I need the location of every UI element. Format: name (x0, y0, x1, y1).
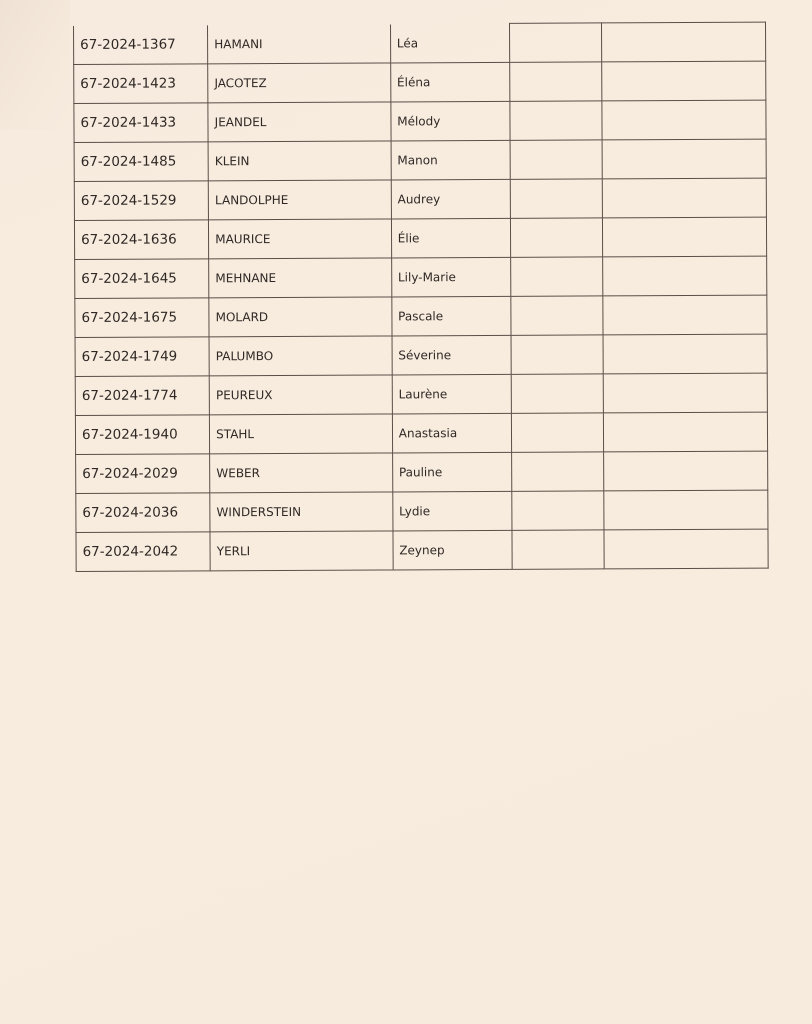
registration-number: 67-2024-1940 (75, 415, 209, 455)
first-name: Manon (391, 140, 510, 180)
blank-cell (603, 412, 768, 452)
registration-number: 67-2024-1423 (74, 64, 208, 104)
registration-number: 67-2024-1645 (75, 259, 209, 299)
first-name: Lily-Marie (391, 257, 510, 297)
last-name: YERLI (210, 531, 393, 571)
registration-number: 67-2024-2029 (76, 454, 210, 494)
blank-cell (511, 452, 603, 491)
registration-number: 67-2024-1485 (74, 142, 208, 182)
first-name: Laurène (392, 374, 511, 414)
blank-cell (602, 256, 767, 296)
table-row (75, 295, 767, 337)
first-name: Lydie (393, 491, 512, 531)
table-row (74, 217, 766, 259)
table-row (76, 490, 768, 532)
registration-number: 67-2024-1749 (75, 337, 209, 377)
blank-cell (512, 491, 604, 530)
registration-number: 67-2024-1433 (74, 103, 208, 143)
registration-number: 67-2024-2036 (76, 493, 210, 533)
blank-cell (511, 374, 603, 413)
first-name: Pascale (392, 296, 511, 336)
paper-fold-shadow (0, 0, 70, 130)
roster-body (74, 22, 769, 571)
last-name: HAMANI (208, 24, 391, 64)
table-row (75, 412, 767, 454)
last-name: WEBER (210, 453, 393, 493)
table-row (76, 529, 768, 571)
first-name: Élie (391, 218, 510, 258)
blank-cell (601, 61, 766, 101)
blank-cell (603, 334, 768, 374)
roster-table (73, 22, 769, 572)
last-name: JACOTEZ (208, 63, 391, 103)
first-name: Éléna (390, 62, 509, 102)
last-name: WINDERSTEIN (210, 492, 393, 532)
blank-cell (602, 217, 767, 257)
first-name: Audrey (391, 179, 510, 219)
last-name: KLEIN (208, 141, 391, 181)
blank-cell (510, 101, 602, 140)
blank-cell (510, 179, 602, 218)
blank-cell (511, 413, 603, 452)
blank-cell (602, 295, 767, 335)
first-name: Zeynep (393, 530, 512, 570)
first-name: Anastasia (392, 413, 511, 453)
last-name: STAHL (210, 414, 393, 454)
blank-cell (509, 23, 601, 62)
last-name: PEUREUX (209, 375, 392, 415)
last-name: MAURICE (209, 219, 392, 259)
table-row (74, 178, 766, 220)
table-row (74, 139, 766, 181)
registration-number: 67-2024-1774 (75, 376, 209, 416)
first-name: Léa (390, 23, 509, 63)
last-name: LANDOLPHE (208, 180, 391, 220)
blank-cell (603, 373, 768, 413)
blank-cell (602, 139, 767, 179)
first-name: Mélody (391, 101, 510, 141)
blank-cell (510, 140, 602, 179)
table-row (74, 22, 766, 64)
registration-number: 67-2024-1367 (74, 25, 208, 65)
blank-cell (602, 178, 767, 218)
blank-cell (603, 451, 768, 491)
table-row (76, 451, 768, 493)
table-row (75, 256, 767, 298)
blank-cell (510, 218, 602, 257)
blank-cell (511, 296, 603, 335)
registration-number: 67-2024-1636 (74, 220, 208, 260)
blank-cell (511, 335, 603, 374)
blank-cell (601, 100, 766, 140)
table-row (74, 61, 766, 103)
registration-number: 67-2024-1675 (75, 298, 209, 338)
table-row (74, 100, 766, 142)
blank-cell (510, 257, 602, 296)
blank-cell (604, 529, 769, 569)
last-name: PALUMBO (209, 336, 392, 376)
blank-cell (509, 62, 601, 101)
registration-number: 67-2024-2042 (76, 532, 210, 572)
table-row (75, 334, 767, 376)
first-name: Séverine (392, 335, 511, 375)
last-name: JEANDEL (208, 102, 391, 142)
blank-cell (512, 530, 604, 569)
table-row (75, 373, 767, 415)
registration-number: 67-2024-1529 (74, 181, 208, 221)
blank-cell (603, 490, 768, 530)
blank-cell (601, 22, 766, 62)
last-name: MEHNANE (209, 258, 392, 298)
first-name: Pauline (392, 452, 511, 492)
last-name: MOLARD (209, 297, 392, 337)
